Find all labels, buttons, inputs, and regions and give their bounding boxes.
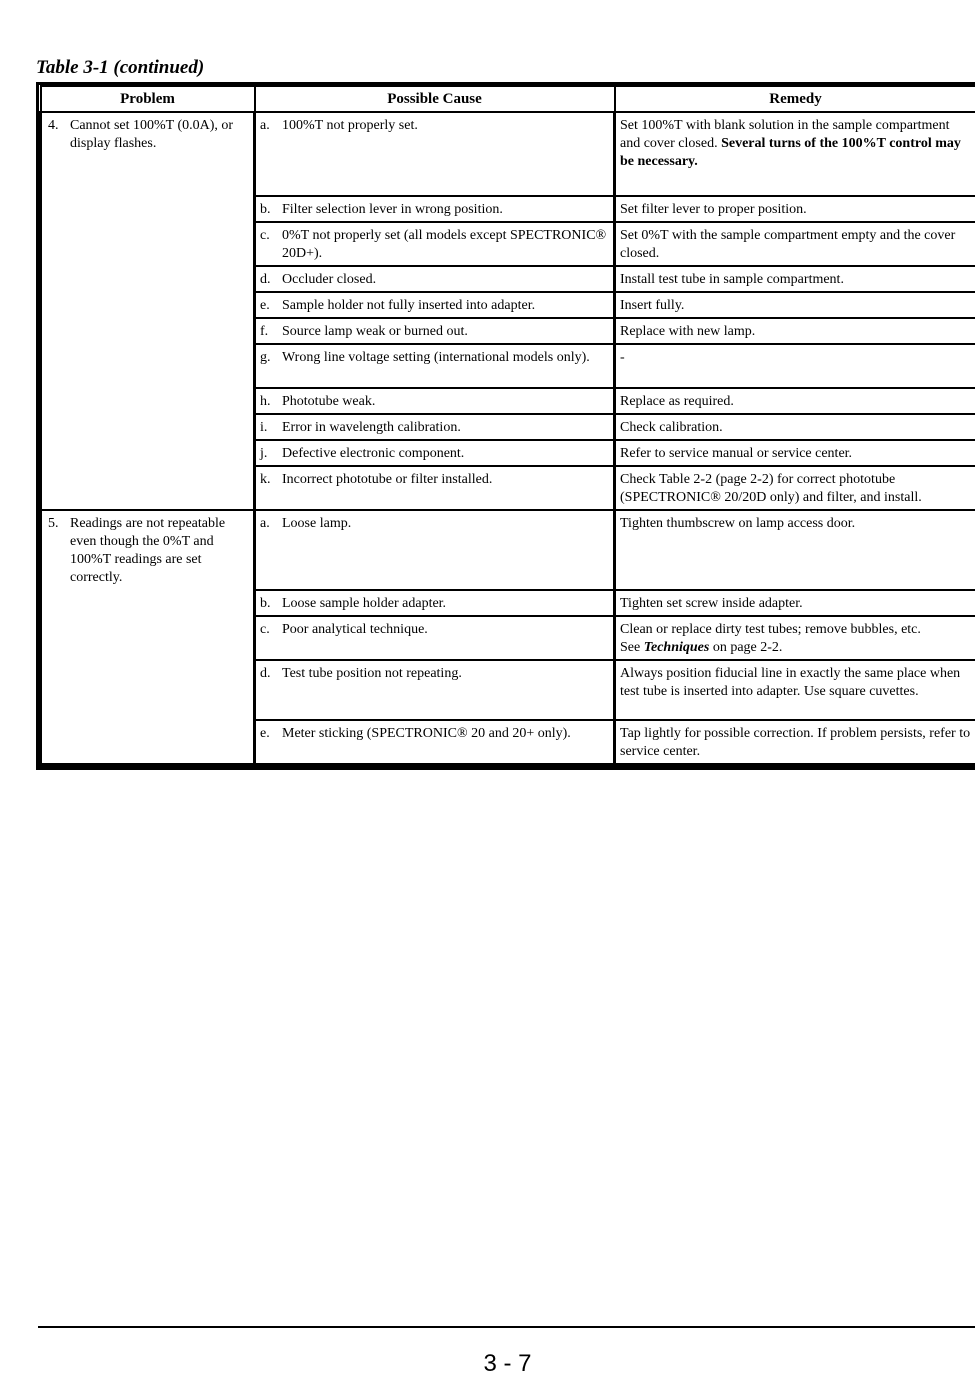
cause-text: 100%T not properly set. bbox=[282, 118, 418, 133]
problem-number: 4. bbox=[48, 118, 59, 133]
cause-label: j. bbox=[260, 446, 268, 461]
cause-text: Error in wavelength calibration. bbox=[282, 420, 461, 435]
remedy-text: Tap lightly for possible correction. If problem persists, refer to service center. bbox=[620, 726, 971, 759]
remedy-text: Check calibration. bbox=[620, 420, 723, 435]
cause-label: f. bbox=[260, 324, 269, 339]
table-header-row bbox=[41, 86, 975, 112]
remedy-cell bbox=[615, 318, 975, 344]
cause-text: Phototube weak. bbox=[282, 394, 376, 409]
cause-text: Poor analytical technique. bbox=[282, 622, 428, 637]
remedy-text: Replace with new lamp. bbox=[620, 324, 756, 339]
cause-cell bbox=[255, 318, 615, 344]
cause-text: Occluder closed. bbox=[282, 272, 377, 287]
remedy-text: Refer to service manual or service center. bbox=[620, 446, 853, 461]
cause-cell bbox=[255, 266, 615, 292]
table-row bbox=[41, 112, 975, 196]
cause-cell bbox=[255, 388, 615, 414]
cause-text: Sample holder not fully inserted into adapter. bbox=[282, 298, 536, 313]
remedy-cell bbox=[615, 590, 975, 616]
problem-text: Readings are not repeatable even though the 0%T and 100%T readings are set correctly. bbox=[70, 516, 226, 585]
remedy-text: Always position fiducial line in exactly the same place when test tube is inserted into adapter. Use square cuvettes. bbox=[620, 666, 961, 699]
cause-cell bbox=[255, 112, 615, 196]
cause-label: d. bbox=[260, 272, 271, 287]
remedy-cell bbox=[615, 222, 975, 266]
remedy-text: Replace as required. bbox=[620, 394, 734, 409]
cause-text: 0%T not properly set (all models except SPECTRONIC® 20D+). bbox=[282, 228, 607, 261]
remedy-cell bbox=[615, 616, 975, 660]
remedy-cell bbox=[615, 388, 975, 414]
cause-label: e. bbox=[260, 726, 270, 741]
problem-4-cell bbox=[41, 112, 255, 510]
cause-label: c. bbox=[260, 622, 270, 637]
cause-cell bbox=[255, 222, 615, 266]
cause-text: Wrong line voltage setting (international models only). bbox=[282, 350, 590, 365]
remedy-cell bbox=[615, 196, 975, 222]
page-number: 3 - 7 bbox=[483, 1350, 532, 1377]
remedy-text: Clean or replace dirty test tubes; remove bubbles, etc. bbox=[620, 622, 921, 637]
remedy-cell bbox=[615, 292, 975, 318]
cause-label: h. bbox=[260, 394, 271, 409]
remedy-text: Install test tube in sample compartment. bbox=[620, 272, 844, 287]
problem-number: 5. bbox=[48, 516, 59, 531]
cause-cell bbox=[255, 292, 615, 318]
remedy-cell bbox=[615, 266, 975, 292]
cause-label: g. bbox=[260, 350, 271, 365]
cause-text: Loose sample holder adapter. bbox=[282, 596, 447, 611]
remedy-cell bbox=[615, 112, 975, 196]
cause-text: Filter selection lever in wrong position. bbox=[282, 202, 503, 217]
cause-text: Defective electronic component. bbox=[282, 446, 465, 461]
cause-label: e. bbox=[260, 298, 270, 313]
remedy-text: Tighten set screw inside adapter. bbox=[620, 596, 803, 611]
remedy-cell bbox=[615, 440, 975, 466]
cause-cell bbox=[255, 344, 615, 388]
cause-cell bbox=[255, 660, 615, 720]
remedy-cell bbox=[615, 660, 975, 720]
remedy-techniques-ref: Techniques bbox=[643, 640, 710, 655]
footer-divider bbox=[38, 1326, 975, 1328]
remedy-see: See bbox=[620, 640, 641, 655]
cause-label: a. bbox=[260, 516, 270, 531]
cause-label: b. bbox=[260, 202, 271, 217]
cause-text: Source lamp weak or burned out. bbox=[282, 324, 468, 339]
cause-cell bbox=[255, 414, 615, 440]
problem-5-cell bbox=[41, 510, 255, 764]
remedy-cell bbox=[615, 414, 975, 440]
cause-cell bbox=[255, 440, 615, 466]
cause-cell bbox=[255, 616, 615, 660]
cause-label: a. bbox=[260, 118, 270, 133]
remedy-text: Set filter lever to proper position. bbox=[620, 202, 807, 217]
cause-cell bbox=[255, 590, 615, 616]
problem-text: Cannot set 100%T (0.0A), or display flashes. bbox=[70, 118, 234, 151]
cause-label: k. bbox=[260, 472, 271, 487]
cause-text: Incorrect phototube or filter installed. bbox=[282, 472, 493, 487]
remedy-text: Insert fully. bbox=[620, 298, 685, 313]
table-caption: Table 3-1 (continued) bbox=[36, 57, 205, 78]
cause-cell bbox=[255, 720, 615, 764]
cause-cell bbox=[255, 196, 615, 222]
remedy-tail: on page 2-2. bbox=[712, 640, 783, 655]
cause-cell bbox=[255, 466, 615, 510]
cause-label: d. bbox=[260, 666, 271, 681]
header-remedy: Remedy bbox=[615, 86, 975, 112]
remedy-text: - bbox=[620, 350, 625, 365]
header-possible-cause: Possible Cause bbox=[255, 86, 615, 112]
cause-cell bbox=[255, 510, 615, 590]
remedy-text: Tighten thumbscrew on lamp access door. bbox=[620, 516, 856, 531]
cause-text: Loose lamp. bbox=[282, 516, 352, 531]
remedy-cell bbox=[615, 344, 975, 388]
cause-text: Test tube position not repeating. bbox=[282, 666, 462, 681]
remedy-cell bbox=[615, 466, 975, 510]
header-problem: Problem bbox=[41, 86, 255, 112]
remedy-cell bbox=[615, 510, 975, 590]
remedy-cell bbox=[615, 720, 975, 764]
troubleshooting-table bbox=[36, 82, 975, 770]
remedy-emphasis: Several turns of the 100%T control may be necessary. bbox=[620, 136, 961, 169]
table-row bbox=[41, 510, 975, 590]
cause-label: b. bbox=[260, 596, 271, 611]
remedy-text: Check Table 2-2 (page 2-2) for correct phototube (SPECTRONIC® 20/20D only) and filter, and install. bbox=[620, 472, 922, 505]
cause-label: c. bbox=[260, 228, 270, 243]
cause-label: i. bbox=[260, 420, 268, 435]
remedy-text: Set 0%T with the sample compartment empty and the cover closed. bbox=[620, 228, 956, 261]
remedy-text: Set 100%T with blank solution in the sample compartment and cover closed. bbox=[620, 118, 950, 151]
cause-text: Meter sticking (SPECTRONIC® 20 and 20+ only). bbox=[282, 726, 571, 741]
